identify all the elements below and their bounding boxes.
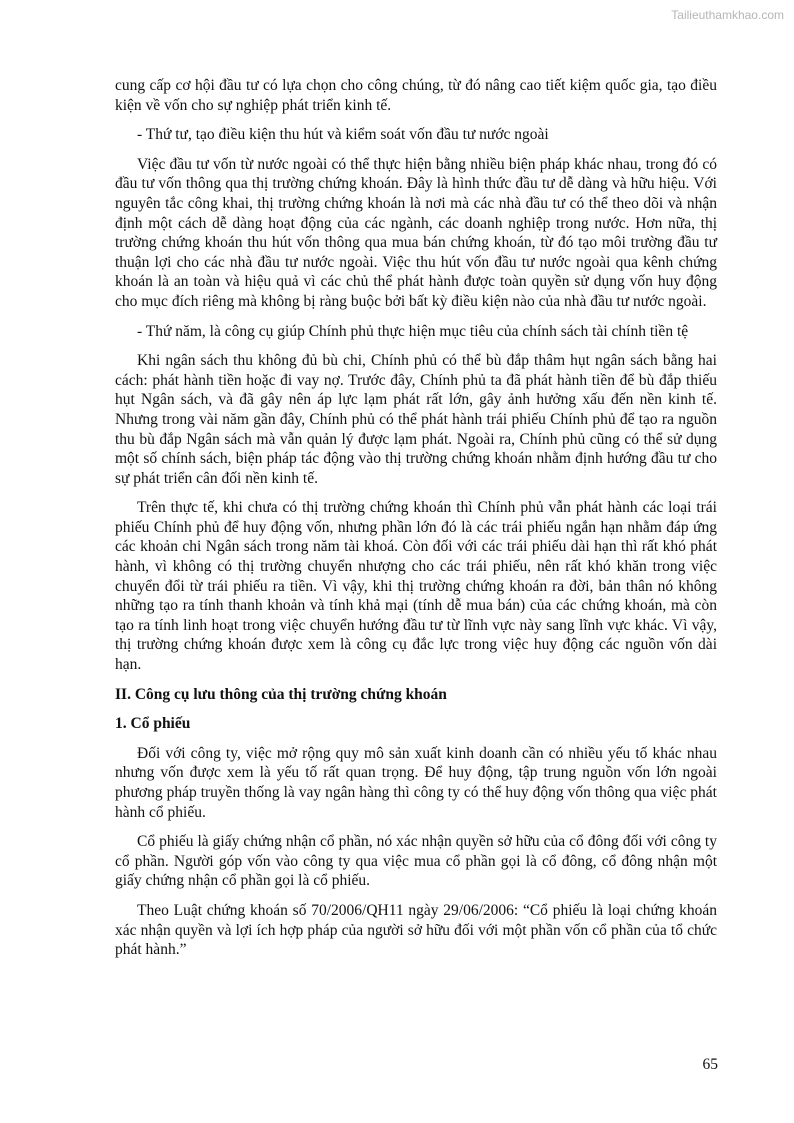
- paragraph: Đối với công ty, việc mở rộng quy mô sản xuất kinh doanh cần có nhiều yếu tố khác nhau nhưng vốn được xem là yếu tố rất quan trọng. Để huy động, tập trung nguồn vốn lớn ngoài phương pháp truyền thống là vay ngân hàng thì công ty có thể huy động vốn thông qua việc phát hành cổ phiếu.: [115, 744, 717, 821]
- paragraph: Trên thực tế, khi chưa có thị trường chứng khoán thì Chính phủ vẫn phát hành các loại trái phiếu Chính phủ để huy động vốn, nhưng phần lớn đó là các trái phiếu ngắn hạn nhằm đáp ứng các khoản chi Ngân sách trong năm tài khoá. Còn đối với các trái phiếu dài hạn thì rất khó phát hành, vì không có thị trường chuyển nhượng cho các trái phiếu, nên rất khó khăn trong việc chuyển đổi từ trái phiếu ra tiền. Vì vậy, khi thị trường chứng khoán ra đời, bản thân nó không những tạo ra tính thanh khoản và tính khả mại (tính dễ mua bán) của các chứng khoán, mà còn tạo ra tính linh hoạt trong việc chuyển hướng đầu tư từ lĩnh vực này sang lĩnh vực khác. Vì vậy, thị trường chứng khoán được xem là công cụ đắc lực trong việc huy động các nguồn vốn dài hạn.: [115, 499, 717, 674]
- section-heading: II. Công cụ lưu thông của thị trường chứng khoán: [115, 685, 447, 703]
- paragraph: Cổ phiếu là giấy chứng nhận cổ phần, nó xác nhận quyền sở hữu của cổ đông đối với công ty cổ phần. Người góp vốn vào công ty qua việc mua cổ phần gọi là cổ đông, cổ đông nhận một giấy chứng nhận cổ phần gọi là cổ phiếu.: [115, 833, 717, 890]
- page-content: [115, 76, 717, 960]
- paragraph: Theo Luật chứng khoán số 70/2006/QH11 ngày 29/06/2006: “Cổ phiếu là loại chứng khoán xác nhận quyền và lợi ích hợp pháp của người sở hữu đối với một phần vốn cổ phần của tổ chức phát hành.”: [115, 901, 717, 959]
- paragraph: - Thứ năm, là công cụ giúp Chính phủ thực hiện mục tiêu của chính sách tài chính tiền tệ: [137, 322, 689, 340]
- paragraph: Việc đầu tư vốn từ nước ngoài có thể thực hiện bằng nhiều biện pháp khác nhau, trong đó có đầu tư vốn thông qua thị trường chứng khoán. Đây là hình thức đầu tư dễ dàng và hữu hiệu. Với nguyên tắc công khai, thị trường chứng khoán là nơi mà các nhà đầu tư có thể theo dõi và nhận định một cách dễ dàng hoạt động của các ngành, các doanh nghiệp trong nước. Hơn nữa, thị trường chứng khoán thu hút vốn thông qua mua bán chứng khoán, từ đó tạo môi trường đầu tư thuận lợi cho các nhà đầu tư nước ngoài. Việc thu hút vốn đầu tư nước ngoài qua kênh chứng khoán là an toàn và hiệu quả vì các chủ thể phát hành được toàn quyền sử dụng vốn huy động cho mục đích riêng mà không bị ràng buộc bởi bất kỳ điều kiện nào của nhà đầu tư nước ngoài.: [115, 155, 717, 310]
- subsection-heading: 1. Cổ phiếu: [115, 715, 191, 733]
- watermark: Tailieuthamkhao.com: [671, 8, 784, 22]
- page-number: 65: [702, 1056, 718, 1073]
- paragraph: Khi ngân sách thu không đủ bù chi, Chính phủ có thể bù đắp thâm hụt ngân sách bằng hai cách: phát hành tiền hoặc đi vay nợ. Trước đây, Chính phủ ta đã phát hành tiền để bù đắp thiếu hụt Ngân sách, và đã gây nên áp lực lạm phát rất lớn, gây ảnh hưởng xấu đến nền kinh tế. Nhưng trong vài năm gần đây, Chính phủ có thể phát hành trái phiếu Chính phủ để tạo ra nguồn thu bù đắp Ngân sách mà vẫn quản lý được lạm phát. Ngoài ra, Chính phủ cũng có thể sử dụng một số chính sách, biện pháp tác động vào thị trường chứng khoán nhằm định hướng đầu tư cho sự phát triển cân đối nền kinh tế.: [115, 352, 717, 487]
- paragraph: - Thứ tư, tạo điều kiện thu hút và kiểm soát vốn đầu tư nước ngoài: [137, 126, 549, 144]
- paragraph: cung cấp cơ hội đầu tư có lựa chọn cho công chúng, từ đó nâng cao tiết kiệm quốc gia, tạo điều kiện về vốn cho sự nghiệp phát triển kinh tế.: [115, 77, 717, 114]
